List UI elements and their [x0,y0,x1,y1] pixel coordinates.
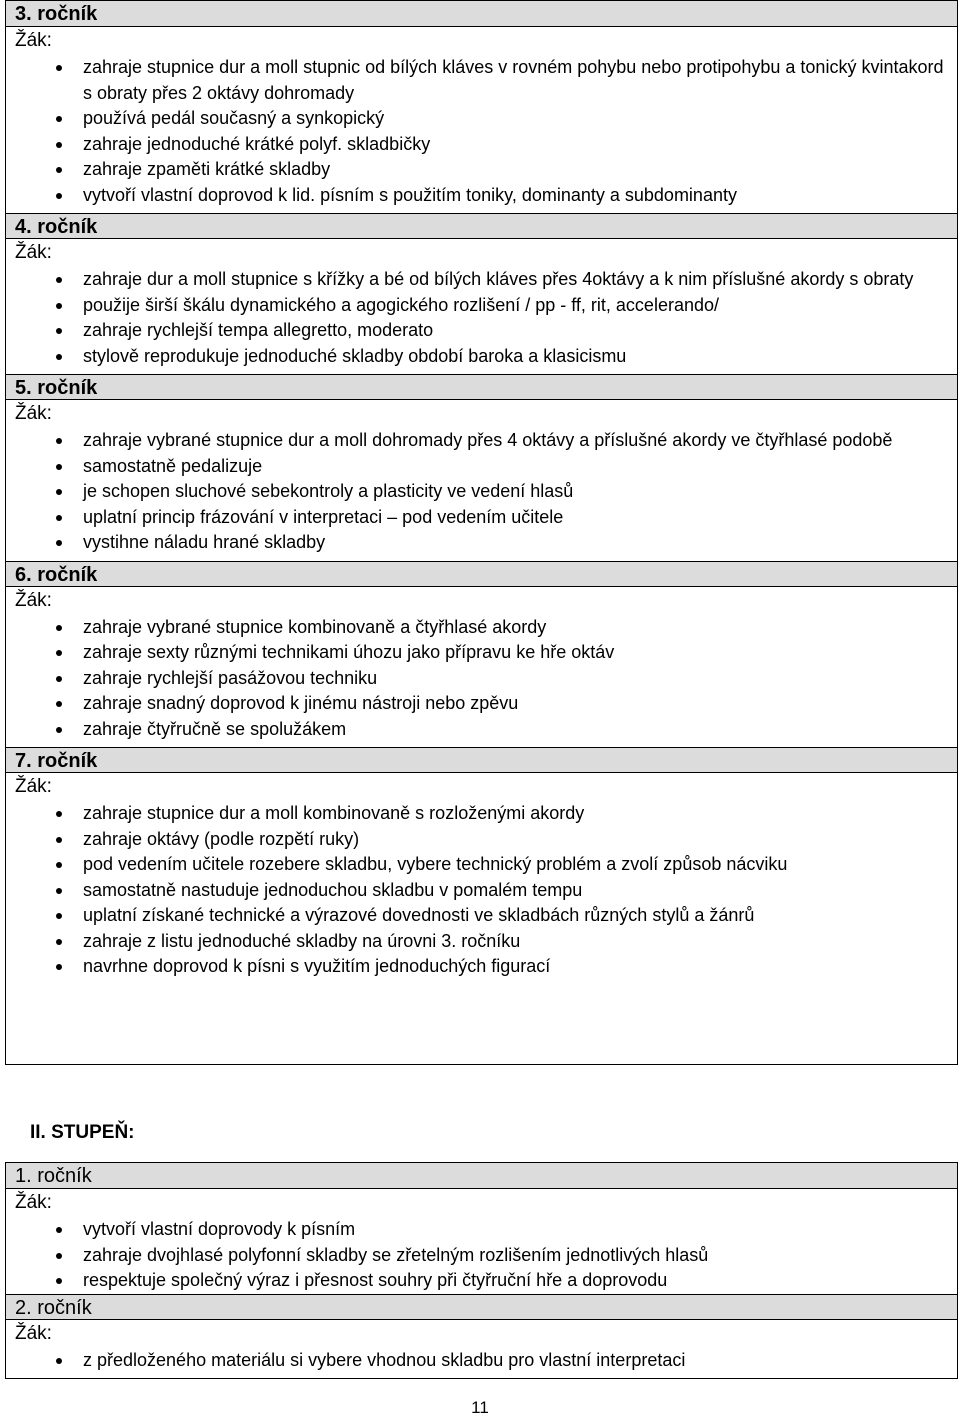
outcome-list [6,1348,957,1374]
list-item: vystihne náladu hrané skladby [6,530,957,556]
list-item: vytvoří vlastní doprovod k lid. písním s použitím toniky, dominanty a subdominanty [6,183,957,209]
grade-header: 2. ročník [6,1294,957,1320]
list-item: zahraje rychlejší tempa allegretto, moderato [6,318,957,344]
list-item: používá pedál současný a synkopický [6,106,957,132]
list-item: zahraje dvojhlasé polyfonní skladby se zřetelným rozlišením jednotlivých hlasů [6,1243,957,1269]
student-label: Žák: [15,776,52,797]
page-number: 11 [471,1398,489,1417]
curriculum-table-stage-1 [5,0,958,1065]
list-item: zahraje z listu jednoduché skladby na úrovni 3. ročníku [6,929,957,955]
list-item: zahraje stupnice dur a moll kombinovaně s rozloženými akordy [6,801,957,827]
student-label: Žák: [15,30,52,51]
list-item: samostatně pedalizuje [6,454,957,480]
student-label: Žák: [15,403,52,424]
list-item: je schopen sluchové sebekontroly a plasticity ve vedení hlasů [6,479,957,505]
student-label: Žák: [15,242,52,263]
outcome-list [6,1217,957,1294]
grade-header: 1. ročník [6,1163,957,1189]
grade-header: 3. ročník [6,1,957,27]
student-label: Žák: [15,1322,52,1344]
list-item: zahraje jednoduché krátké polyf. skladbičky [6,132,957,158]
list-item: pod vedením učitele rozebere skladbu, vybere technický problém a zvolí způsob nácviku [6,852,957,878]
list-item: uplatní princip frázování v interpretaci – pod vedením učitele [6,505,957,531]
list-item: zahraje snadný doprovod k jinému nástroji nebo zpěvu [6,691,957,717]
list-item: zahraje čtyřručně se spolužákem [6,717,957,743]
grade-header: 5. ročník [6,374,957,400]
list-item: zahraje zpaměti krátké skladby [6,157,957,183]
list-item: vytvoří vlastní doprovody k písním [6,1217,957,1243]
section-heading: II. STUPEŇ: [30,1122,135,1143]
grade-header: 6. ročník [6,561,957,587]
student-label: Žák: [15,589,52,611]
curriculum-table-stage-2 [5,1162,958,1379]
list-item: respektuje společný výraz i přesnost souhry při čtyřruční hře a doprovodu [6,1268,957,1294]
list-item: zahraje vybrané stupnice dur a moll dohromady přes 4 oktávy a příslušné akordy ve čtyřhlasé podobě [6,428,957,454]
list-item: použije širší škálu dynamického a agogického rozlišení / pp - ff, rit, accelerando/ [6,293,957,319]
grade-header: 7. ročník [6,747,957,773]
list-item: zahraje oktávy (podle rozpětí ruky) [6,827,957,853]
list-item: zahraje vybrané stupnice kombinovaně a čtyřhlasé akordy [6,615,957,641]
list-item: uplatní získané technické a výrazové dovednosti ve skladbách různých stylů a žánrů [6,903,957,929]
outcome-list [6,615,957,743]
list-item: stylově reprodukuje jednoduché skladby období baroka a klasicismu [6,344,957,370]
list-item: z předloženého materiálu si vybere vhodnou skladbu pro vlastní interpretaci [6,1348,957,1374]
list-item: zahraje sexty různými technikami úhozu jako přípravu ke hře oktáv [6,640,957,666]
list-item: samostatně nastuduje jednoduchou skladbu v pomalém tempu [6,878,957,904]
grade-header: 4. ročník [6,213,957,239]
list-item: zahraje dur a moll stupnice s křížky a bé od bílých kláves přes 4oktávy a k nim příslušné akordy s obraty [6,267,957,293]
outcome-list [6,267,957,369]
list-item: navrhne doprovod k písni s využitím jednoduchých figurací [6,954,957,980]
list-item: zahraje stupnice dur a moll stupnic od bílých kláves v rovném pohybu nebo protipohybu a tonický kvintakord s obraty přes 2 oktávy dohromady [6,55,957,106]
list-item: zahraje rychlejší pasážovou techniku [6,666,957,692]
outcome-list [6,55,957,208]
outcome-list [6,428,957,556]
outcome-list [6,801,957,980]
student-label: Žák: [15,1192,52,1213]
